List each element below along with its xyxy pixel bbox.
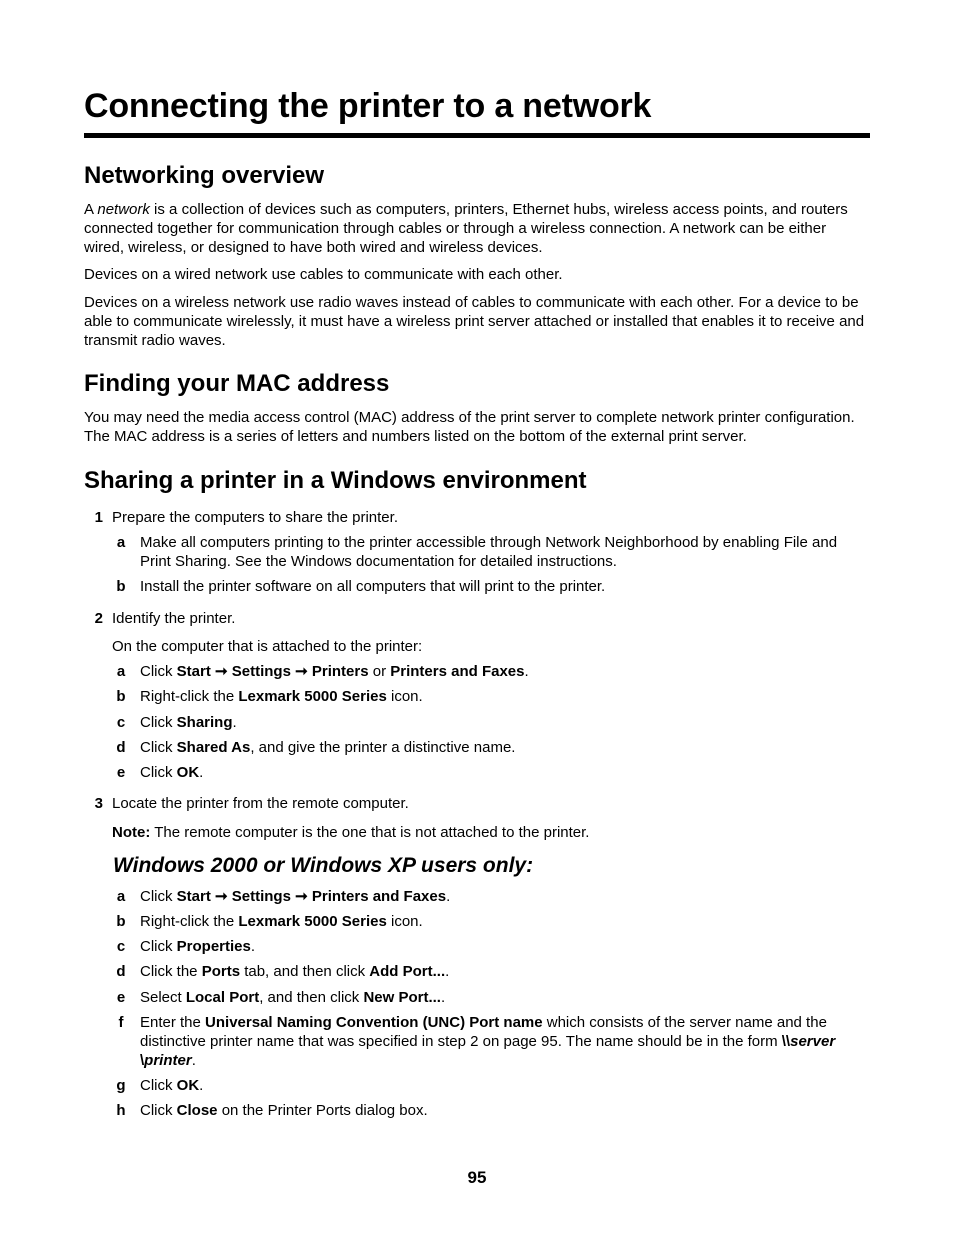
subheading-windows-2000-xp: Windows 2000 or Windows XP users only:	[113, 854, 534, 877]
step-intro: On the computer that is attached to the printer:	[112, 638, 423, 655]
substep-text: Click Sharing.	[140, 714, 237, 731]
substep-letter: b	[116, 688, 126, 705]
title-rule	[84, 133, 870, 138]
substep-letter: d	[116, 739, 126, 756]
substep-text: Click OK.	[140, 764, 204, 781]
substep-text: Right-click the Lexmark 5000 Series icon.	[140, 688, 423, 705]
substep-letter: c	[116, 938, 126, 955]
paragraph-wired: Devices on a wired network use cables to communicate with each other.	[84, 266, 563, 283]
substep-letter: a	[116, 534, 126, 551]
arrow-icon: ➞	[290, 888, 312, 905]
substep-text: Click Start ➞ Settings ➞ Printers and Faxes.	[140, 888, 451, 905]
page-title: Connecting the printer to a network	[84, 87, 652, 125]
paragraph-network-definition: A network is a collection of devices such as computers, printers, Ethernet hubs, wireless access points, and routers connected together for communication through cables or through a wireless connection. A network can be either wired, wireless, or designed to have both wired and wireless devices.	[84, 201, 848, 256]
step-text: Locate the printer from the remote computer.	[112, 795, 409, 812]
substep-text: Select Local Port, and then click New Port....	[140, 989, 446, 1006]
note: Note: The remote computer is the one that is not attached to the printer.	[112, 824, 590, 841]
substep-letter: a	[116, 663, 126, 680]
step-text: Identify the printer.	[112, 610, 236, 627]
arrow-icon: ➞	[210, 888, 232, 905]
substep-letter: e	[116, 764, 126, 781]
substep-letter: a	[116, 888, 126, 905]
substep-letter: f	[118, 1014, 124, 1031]
heading-networking-overview: Networking overview	[84, 162, 325, 189]
substep-text: Right-click the Lexmark 5000 Series icon.	[140, 913, 423, 930]
substep-letter: d	[116, 963, 126, 980]
substep-letter: h	[116, 1102, 126, 1119]
arrow-icon: ➞	[210, 663, 232, 680]
substep-text: Install the printer software on all computers that will print to the printer.	[140, 578, 606, 595]
substep-letter: g	[116, 1077, 126, 1094]
page-number: 95	[467, 1168, 487, 1187]
step-number: 3	[94, 795, 103, 812]
substep-letter: b	[116, 578, 126, 595]
step-number: 2	[94, 610, 103, 627]
paragraph-wireless: Devices on a wireless network use radio waves instead of cables to communicate with each other. For a device to be able to communicate wirelessly, it must have a wireless print server attached or installed that enables it to receive and transmit radio waves.	[84, 294, 865, 349]
substep-text: Click Shared As, and give the printer a distinctive name.	[140, 739, 516, 756]
substep-text: Click the Ports tab, and then click Add Port....	[140, 963, 450, 980]
arrow-icon: ➞	[290, 663, 312, 680]
step-text: Prepare the computers to share the printer.	[112, 509, 398, 526]
heading-sharing-printer: Sharing a printer in a Windows environment	[84, 467, 587, 494]
substep-text: Click OK.	[140, 1077, 204, 1094]
step-number: 1	[94, 509, 103, 526]
substep-text: Click Properties.	[140, 938, 256, 955]
substep-letter: e	[116, 989, 126, 1006]
heading-mac-address: Finding your MAC address	[84, 370, 390, 397]
substep-letter: c	[116, 714, 126, 731]
substep-text: Click Close on the Printer Ports dialog box.	[140, 1102, 428, 1119]
paragraph-mac-address: You may need the media access control (MAC) address of the print server to complete network printer configuration. The MAC address is a series of letters and numbers listed on the bottom of the external print server.	[84, 409, 855, 445]
substep-letter: b	[116, 913, 126, 930]
substep-text: Make all computers printing to the printer accessible through Network Neighborhood by enabling File and Print Sharing. See the Windows documentation for detailed instructions.	[140, 534, 838, 570]
substep-text: Click Start ➞ Settings ➞ Printers or Printers and Faxes.	[140, 663, 529, 680]
substep-text: Enter the Universal Naming Convention (UNC) Port name which consists of the server name and the distinctive printer name that was specified in step 2 on page 95. The name should be in the form \\server \printer.	[140, 1014, 836, 1069]
